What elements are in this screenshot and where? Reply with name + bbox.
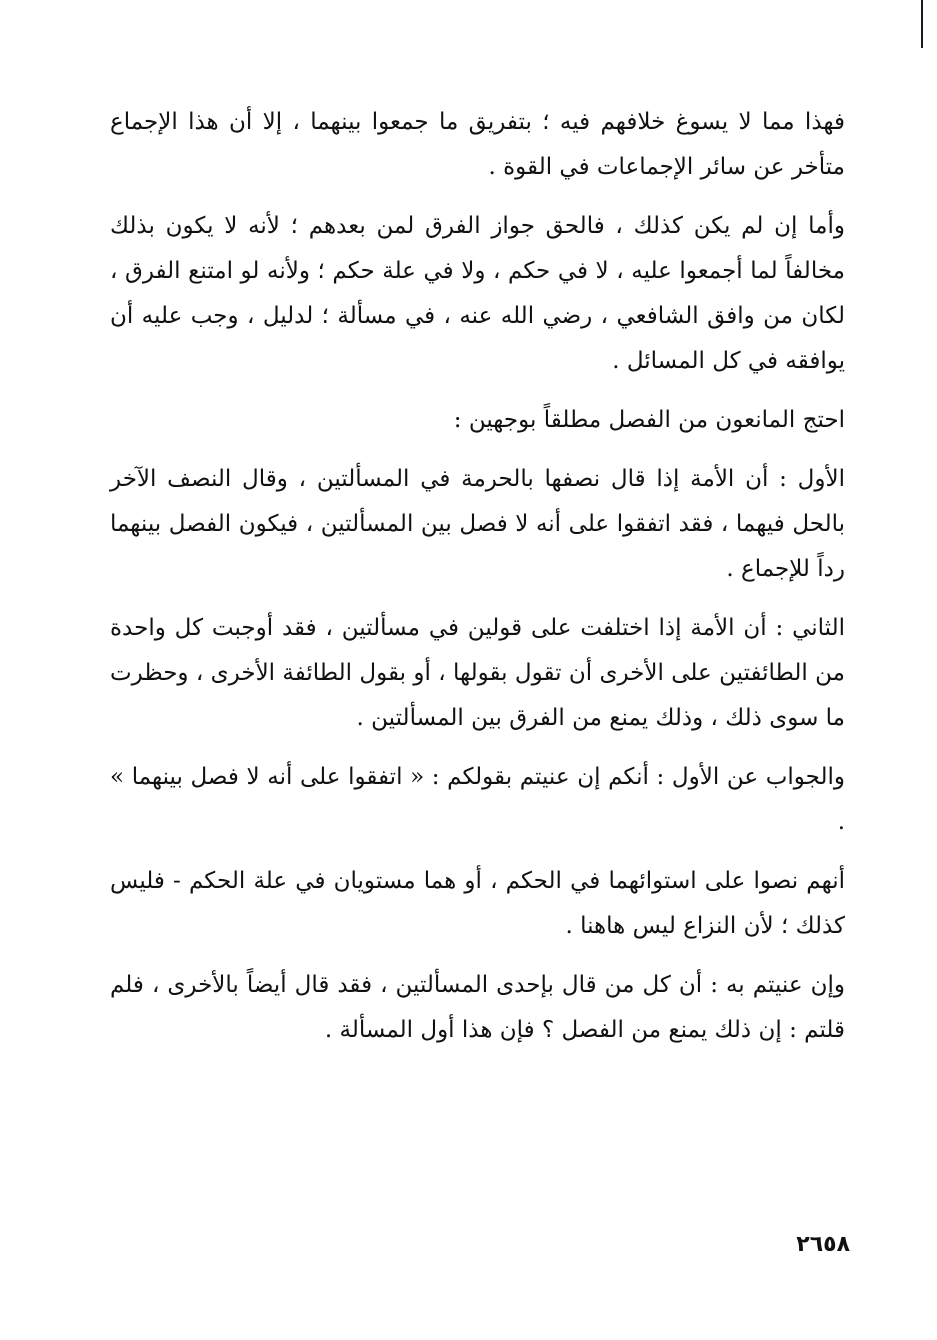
page-body — [110, 100, 845, 1067]
paragraph: أنهم نصوا على استوائهما في الحكم ، أو هما مستويان في علة الحكم - فليس كذلك ؛ لأن النزاع ليس هاهنا . — [110, 868, 845, 939]
paragraph: وإن عنيتم به : أن كل من قال بإحدى المسألتين ، فقد قال أيضاً بالأخرى ، فلم قلتم : إن ذلك يمنع من الفصل ؟ فإن هذا أول المسألة . — [110, 972, 845, 1043]
scan-edge-mark — [921, 0, 923, 48]
paragraph: احتج المانعون من الفصل مطلقاً بوجهين : — [453, 407, 845, 433]
paragraph: الأول : أن الأمة إذا قال نصفها بالحرمة في المسألتين ، وقال النصف الآخر بالحل فيهما ، فقد اتفقوا على أنه لا فصل بين المسألتين ، فيكون الفصل بينهما رداً للإجماع . — [110, 466, 845, 582]
paragraph: فهذا مما لا يسوغ خلافهم فيه ؛ بتفريق ما جمعوا بينهما ، إلا أن هذا الإجماع متأخر عن سائر الإجماعات في القوة . — [110, 109, 845, 180]
paragraph: والجواب عن الأول : أنكم إن عنيتم بقولكم : « اتفقوا على أنه لا فصل بينهما » . — [110, 764, 845, 835]
page-number: ٢٦٥٨ — [796, 1232, 850, 1257]
paragraph: وأما إن لم يكن كذلك ، فالحق جواز الفرق لمن بعدهم ؛ لأنه لا يكون بذلك مخالفاً لما أجمعوا عليه ، لا في حكم ، ولا في علة حكم ؛ ولأنه لو امتنع الفرق ، لكان من وافق الشافعي ، رضي الله عنه ، في مسألة ؛ لدليل ، وجب عليه أن يوافقه في كل المسائل . — [110, 213, 845, 374]
paragraph: الثاني : أن الأمة إذا اختلفت على قولين في مسألتين ، فقد أوجبت كل واحدة من الطائفتين على الأخرى أن تقول بقولها ، أو بقول الطائفة الأخرى ، وحظرت ما سوى ذلك ، وذلك يمنع من الفرق بين المسألتين . — [110, 615, 845, 731]
